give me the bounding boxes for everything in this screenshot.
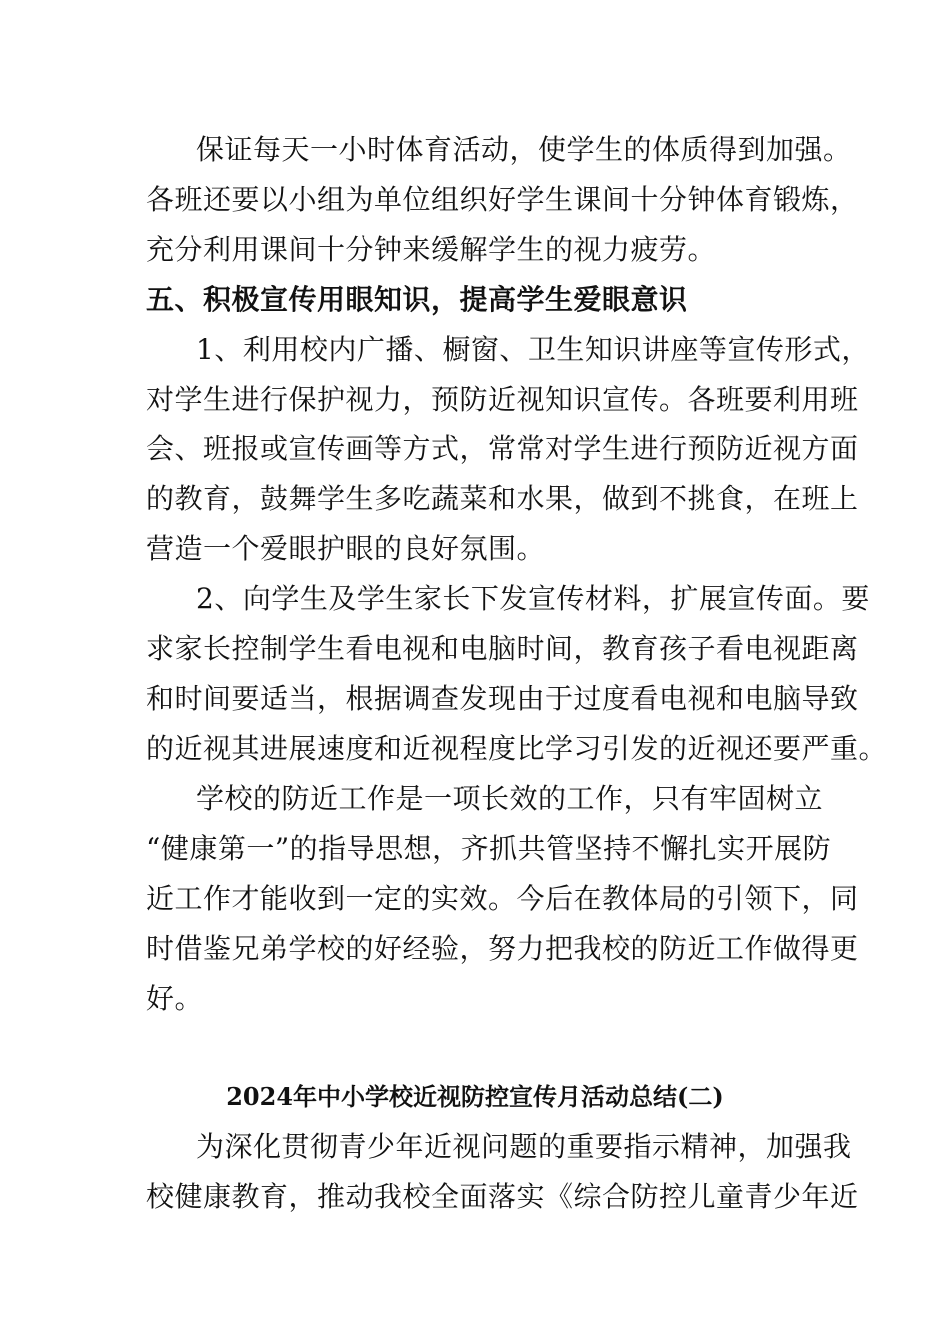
paragraph-line: 保证每天一小时体育活动，使学生的体质得到加强。 [196, 133, 852, 166]
paragraph-line: 充分利用课间十分钟来缓解学生的视力疲劳。 [146, 233, 717, 266]
paragraph-line: 和时间要适当，根据调查发现由于过度看电视和电脑导致 [146, 682, 859, 715]
paragraph-line: 对学生进行保护视力，预防近视知识宣传。各班要利用班 [146, 383, 859, 416]
paragraph-line: 营造一个爱眼护眼的良好氛围。 [146, 532, 546, 565]
section-heading: 五、积极宣传用眼知识，提高学生爱眼意识 [146, 283, 688, 316]
paragraph-line: 2、向学生及学生家长下发宣传材料，扩展宣传面。要 [196, 582, 870, 615]
paragraph-line: 好。 [146, 982, 204, 1015]
paragraph-line: 时借鉴兄弟学校的好经验，努力把我校的防近工作做得更 [146, 932, 859, 965]
paragraph-line: 会、班报或宣传画等方式，常常对学生进行预防近视方面 [146, 432, 859, 465]
paragraph-line: 学校的防近工作是一项长效的工作，只有牢固树立 [196, 782, 824, 815]
paragraph-line: 的教育，鼓舞学生多吃蔬菜和水果，做到不挑食，在班上 [146, 482, 859, 515]
paragraph-line: 1、利用校内广播、橱窗、卫生知识讲座等宣传形式， [196, 333, 870, 366]
paragraph-line: 近工作才能收到一定的实效。今后在教体局的引领下，同 [146, 882, 859, 915]
paragraph-line: 的近视其进展速度和近视程度比学习引发的近视还要严重。 [146, 732, 888, 765]
paragraph-line: “健康第一”的指导思想，齐抓共管坚持不懈扎实开展防 [146, 832, 832, 865]
paragraph-line: 各班还要以小组为单位组织好学生课间十分钟体育锻炼， [146, 183, 859, 216]
paragraph-line: 校健康教育，推动我校全面落实《综合防控儿童青少年近 [146, 1180, 859, 1213]
paragraph-line: 为深化贯彻青少年近视问题的重要指示精神，加强我 [196, 1130, 852, 1163]
paragraph-line: 求家长控制学生看电视和电脑时间，教育孩子看电视距离 [146, 632, 859, 665]
document-title: 2024年中小学校近视防控宣传月活动总结(二) [226, 1082, 724, 1111]
